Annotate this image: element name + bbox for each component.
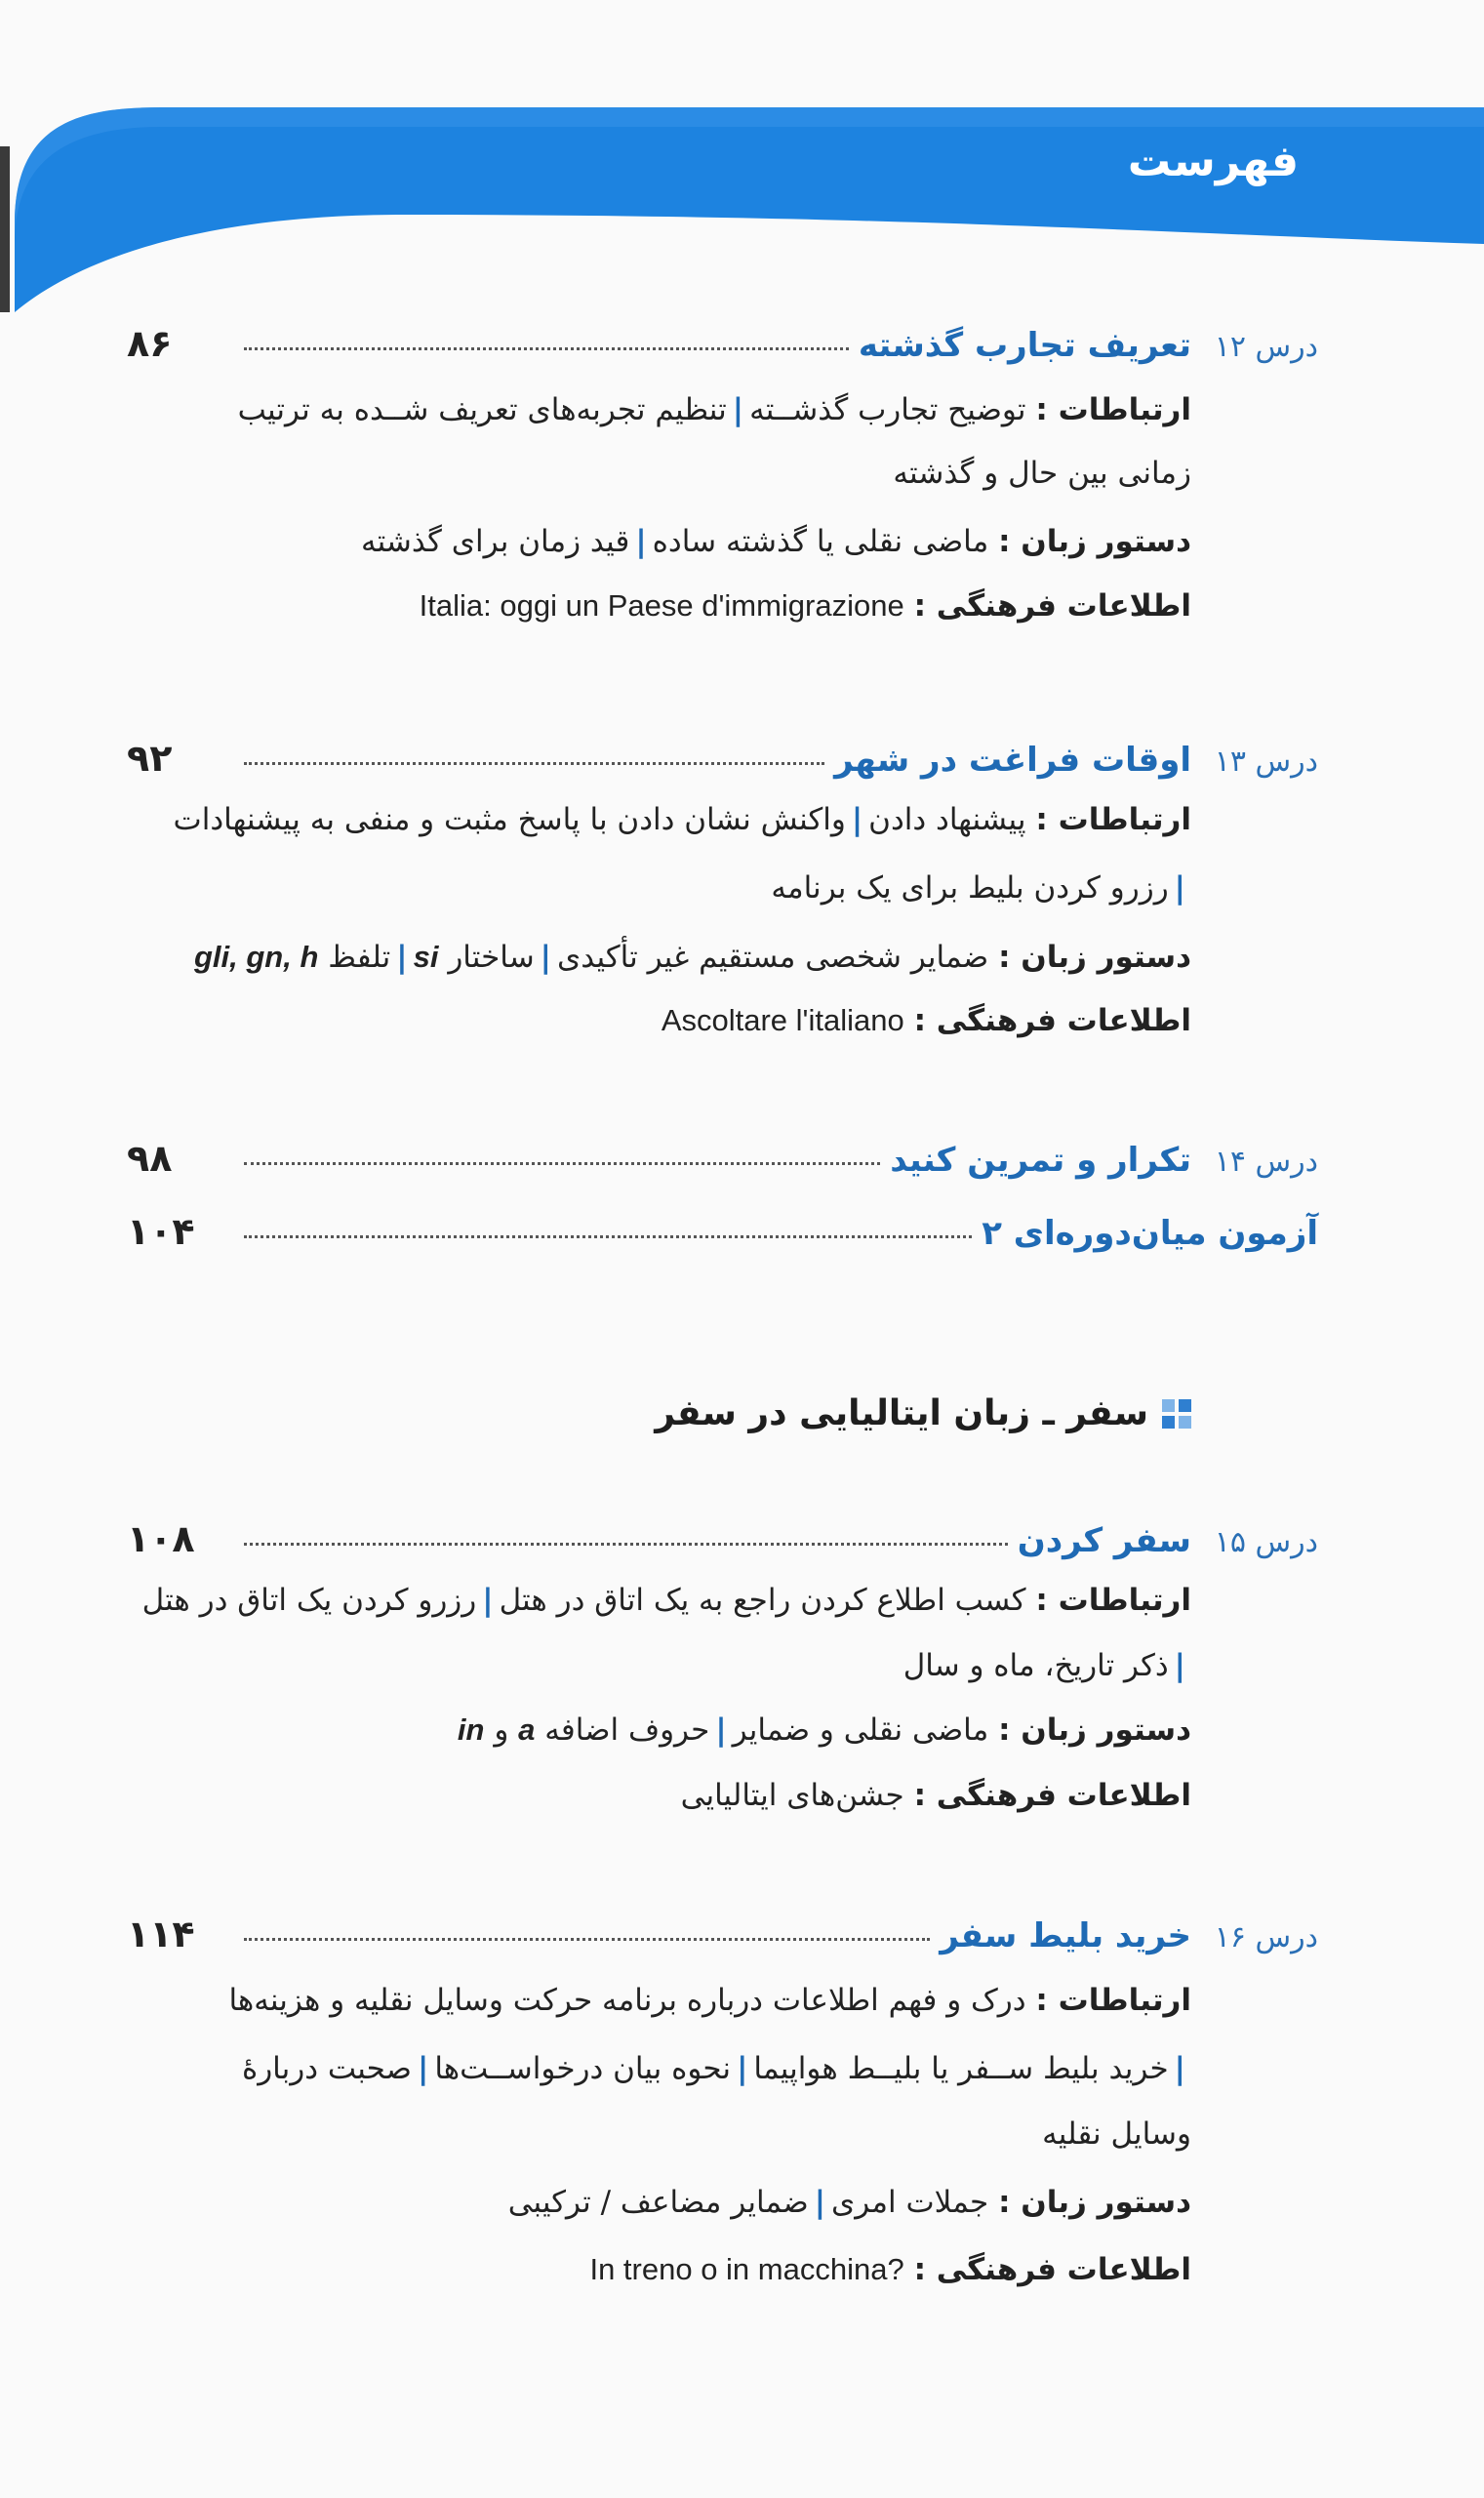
grammar-label: دستور زبان : [998,940,1191,975]
toc-entry-lesson-14[interactable] [127,1137,1318,1195]
page-number[interactable]: ۸۶ [127,322,173,365]
communication-line-2 [771,870,1191,906]
toc-entry-lesson-13[interactable] [127,737,1318,795]
page-number[interactable]: ۱۰۸ [127,1517,195,1560]
topic-text: حروف اضافه [544,1712,710,1748]
separator: | [482,1583,494,1618]
lesson-number: درس ۱۵ [1214,1525,1318,1559]
culture-line [420,590,1191,622]
topic-text: و [494,1712,509,1748]
culture-line [680,1778,1191,1813]
separator: | [418,2051,429,2086]
topic-text: توضیح تجارب گذشــته [749,392,1026,427]
communication-line-2 [241,2051,1191,2086]
dot-leader [244,1161,880,1165]
grammar-label: دستور زبان : [998,524,1191,559]
topic-text: واکنش نشان دادن با پاسخ مثبت و منفی به پیشنهادات [173,802,846,837]
topic-text: درک و فهم اطلاعات درباره برنامه حرکت وسایل نقلیه و هزینه‌ها [228,1983,1026,2018]
section-squares-icon [1162,1399,1191,1429]
topic-text: صحبت دربارهٔ [241,2051,412,2086]
culture-text: In treno o in macchina? [589,2252,904,2286]
page-title: فهرست [1127,137,1299,186]
lesson-title[interactable]: سفر کردن [1017,1521,1191,1560]
separator: | [540,940,551,975]
communication-line-3 [1042,2116,1191,2152]
lesson-title[interactable]: تکرار و تمرین کنید [890,1141,1191,1180]
communication-line-2 [902,1648,1191,1683]
communication-label: ارتباطات : [1035,1583,1191,1618]
topic-text: رزرو کردن یک اتاق در هتل [141,1583,477,1618]
culture-label: اطلاعات فرهنگی : [913,1003,1191,1038]
topic-text: رزرو کردن بلیط برای یک برنامه [771,870,1169,906]
topic-text: زمانی بین حال و گذشته [893,456,1191,491]
culture-line [662,1005,1191,1036]
lesson-number: درس ۱۲ [1214,330,1318,364]
page-edge [0,146,10,312]
communication-line [173,802,1191,837]
dot-leader [244,1234,972,1238]
section-heading [655,1393,1191,1433]
section-title: سفر ـ زبان ایتالیایی در سفر [655,1393,1148,1433]
separator: | [1174,870,1185,906]
grammar-label: دستور زبان : [998,1712,1191,1748]
page-number[interactable]: ۹۸ [127,1137,173,1180]
dot-leader [244,761,824,765]
topic-text: جملات امری [831,2185,989,2220]
separator: | [715,1712,727,1748]
topic-text: ماضی نقلی و ضمایر [732,1712,989,1748]
topic-text: ضمایر شخصی مستقیم غیر تأکیدی [557,940,989,975]
topic-text: خرید بلیط ســفر یا بلیــط هواپیما [753,2051,1169,2086]
topic-text: پیشنهاد دادن [868,802,1026,837]
topic-text: ذکر تاریخ، ماه و سال [902,1648,1169,1683]
toc-entry-lesson-15[interactable] [127,1517,1318,1576]
topic-text: وسایل نقلیه [1042,2116,1191,2152]
lesson-title[interactable]: آزمون میان‌دوره‌ای ۲ [982,1214,1318,1253]
separator: | [635,524,647,559]
latin-term: a [518,1712,536,1747]
communication-label: ارتباطات : [1035,1983,1191,2018]
page-number[interactable]: ۹۲ [127,737,173,780]
communication-label: ارتباطات : [1035,392,1191,427]
latin-term: si [413,940,439,974]
topic-text: کسب اطلاع کردن راجع به یک اتاق در هتل [499,1583,1026,1618]
grammar-line [194,942,1191,973]
lesson-title[interactable]: تعریف تجارب گذشته [858,326,1191,365]
separator: | [737,2051,748,2086]
communication-line [141,1583,1191,1618]
culture-label: اطلاعات فرهنگی : [913,2252,1191,2287]
grammar-line [458,1714,1191,1746]
dot-leader [244,1937,930,1941]
separator: | [851,802,863,837]
topic-text: قید زمان برای گذشته [360,524,630,559]
latin-term: gli, gn, h [193,940,319,974]
toc-entry-lesson-12[interactable] [127,322,1318,381]
topic-text: تنظیم تجربه‌های تعریف شــده به ترتیب [237,392,727,427]
dot-leader [244,346,849,350]
topic-text: ضمایر مضاعف / ترکیبی [507,2185,809,2220]
lesson-number: درس ۱۳ [1214,745,1318,779]
grammar-line [507,2185,1191,2220]
lesson-number: درس ۱۴ [1214,1145,1318,1179]
header-banner [15,68,1484,312]
lesson-title[interactable]: اوقات فراغت در شهر [834,741,1191,780]
separator: | [732,392,744,427]
culture-label: اطلاعات فرهنگی : [913,588,1191,624]
culture-line [589,2254,1191,2285]
culture-label: اطلاعات فرهنگی : [913,1778,1191,1813]
grammar-label: دستور زبان : [998,2185,1191,2220]
latin-term: in [457,1712,485,1747]
communication-line [237,392,1191,427]
separator: | [396,940,408,975]
culture-text: Ascoltare l'italiano [661,1003,904,1037]
culture-text: جشن‌های ایتالیایی [680,1778,904,1813]
dot-leader [244,1542,1008,1546]
page-number[interactable]: ۱۱۴ [127,1913,195,1955]
topic-text: تلفظ [328,940,391,975]
lesson-number: درس ۱۶ [1214,1920,1318,1954]
culture-text: Italia: oggi un Paese d'immigrazione [419,588,904,623]
topic-text: ساختار [448,940,535,975]
communication-line-2 [893,456,1191,491]
toc-entry-lesson-16[interactable] [127,1913,1318,1971]
separator: | [814,2185,826,2220]
lesson-title[interactable]: خرید بلیط سفر [940,1916,1191,1955]
topic-text: ماضی نقلی یا گذشته ساده [652,524,989,559]
toc-entry-midterm-2[interactable] [127,1210,1318,1269]
grammar-line [360,524,1191,559]
topic-text: نحوه بیان درخواســت‌ها [434,2051,732,2086]
separator: | [1174,1648,1185,1683]
separator: | [1174,2051,1185,2086]
communication-label: ارتباطات : [1035,802,1191,837]
page-number[interactable]: ۱۰۴ [127,1210,195,1253]
communication-line [228,1983,1191,2018]
